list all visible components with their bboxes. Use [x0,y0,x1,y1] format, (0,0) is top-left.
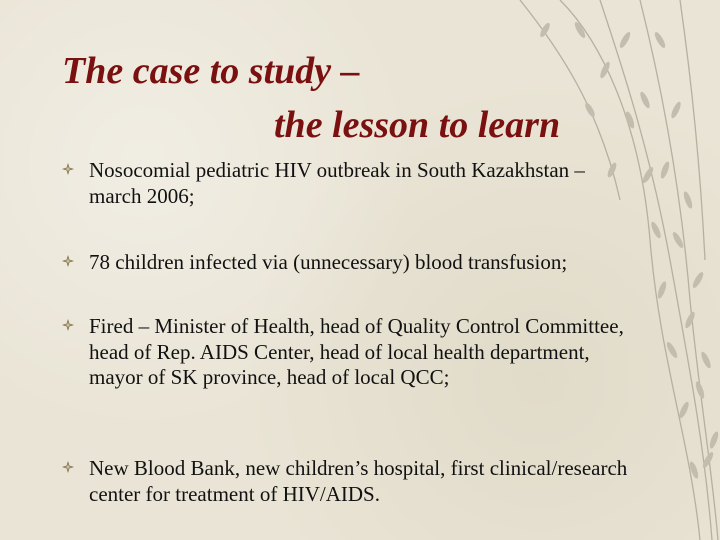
four-petal-diamond-icon [62,319,74,331]
bullet-text: New Blood Bank, new children’s hospital, first clinical/research center for treatment of HIV/AIDS. [89,456,628,506]
title-line-1: The case to study – [62,50,360,92]
four-petal-diamond-icon [62,461,74,473]
bullet-text: Nosocomial pediatric HIV outbreak in South Kazakhstan – march 2006; [89,158,585,208]
four-petal-diamond-icon [62,163,74,175]
bullet-text: 78 children infected via (unnecessary) blood transfusion; [89,250,568,274]
slide-title [62,44,560,152]
four-petal-diamond-icon [62,255,74,267]
title-line-2: the lesson to learn [274,104,561,146]
bullet-text: Fired – Minister of Health, head of Quality Control Committee, head of Rep. AIDS Center, head of local health department, mayor of SK province, head of local QCC; [89,314,624,389]
